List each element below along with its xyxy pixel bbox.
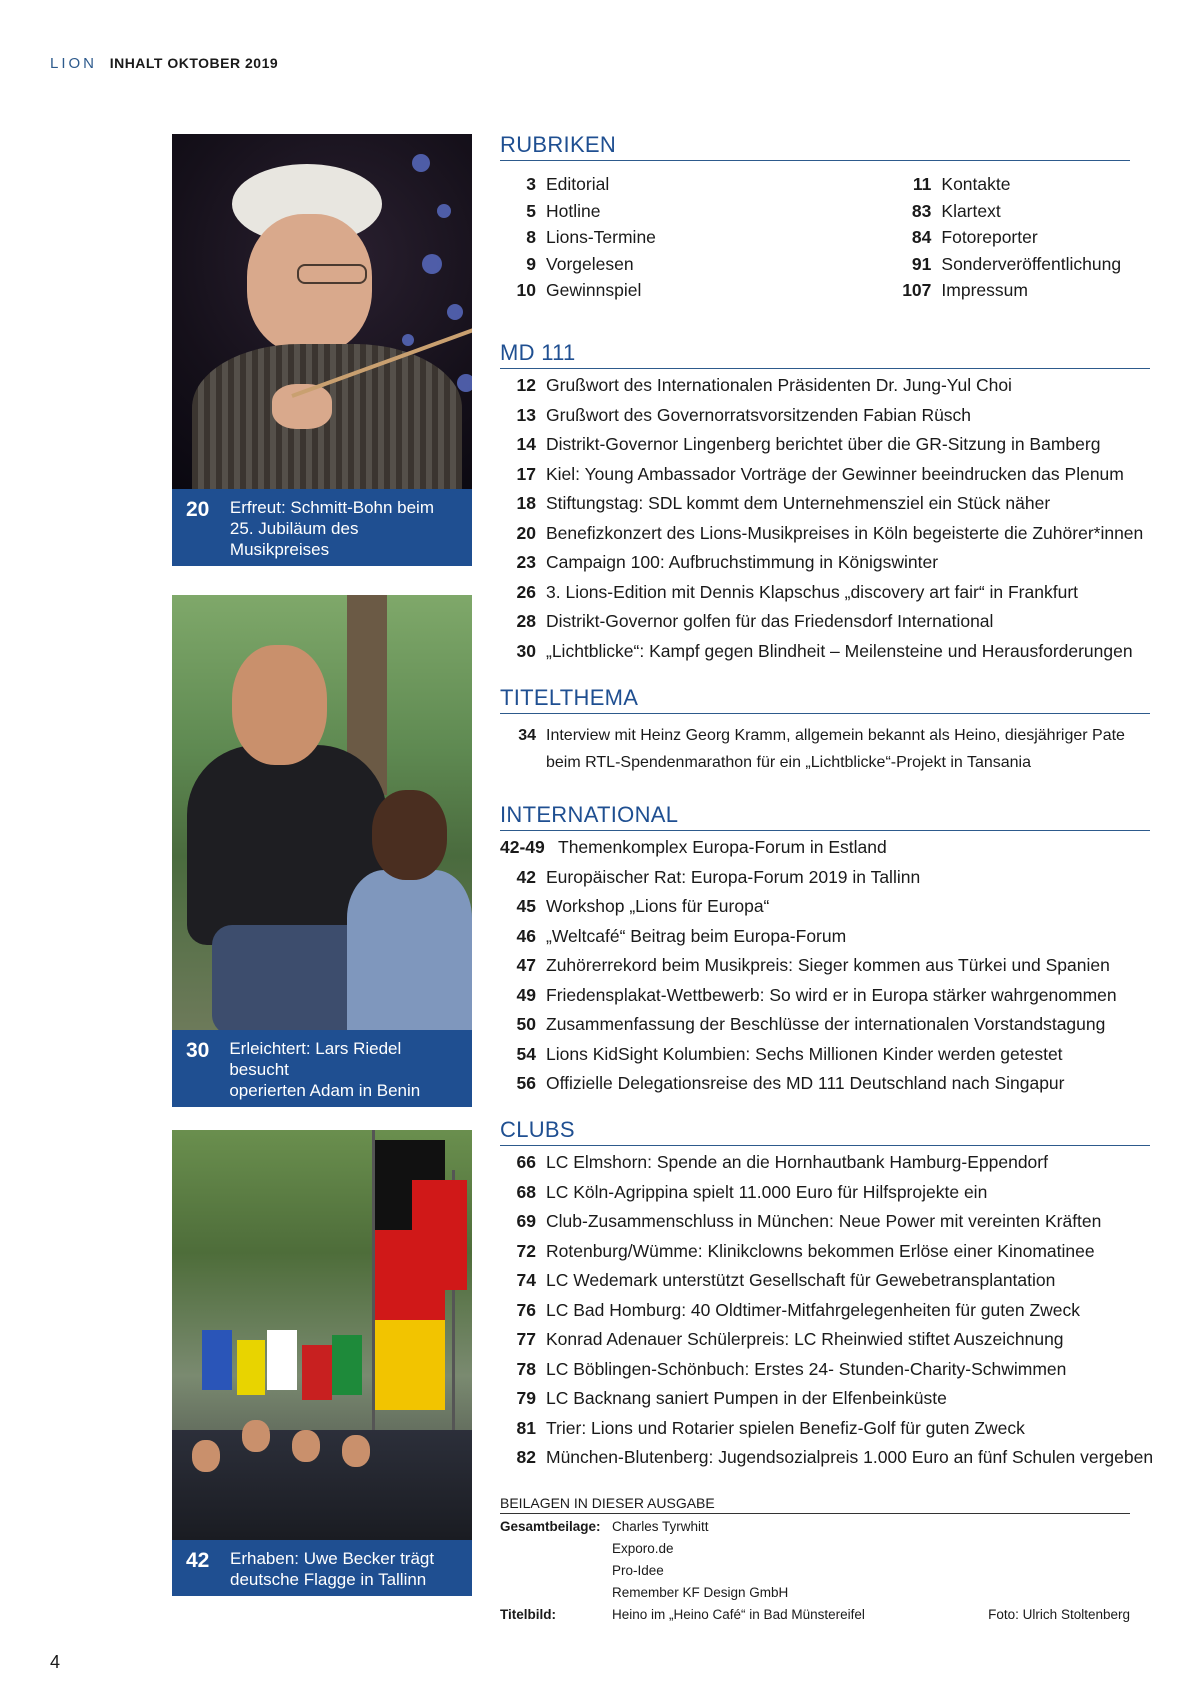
toc-entry[interactable]: 11 Kontakte xyxy=(912,174,1011,194)
flags-parade-photo xyxy=(172,1130,472,1540)
caption-line: Erfreut: Schmitt-Bohn beim xyxy=(229,498,434,517)
caption-page-number: 42 xyxy=(186,1549,210,1572)
section-md111 xyxy=(500,340,1150,666)
inserts-box xyxy=(500,1495,1130,1626)
toc-entry[interactable]: 74 LC Wedemark unterstützt Gesellschaft für Gewebetransplantation xyxy=(516,1270,1056,1290)
caption-page-number: 30 xyxy=(186,1039,210,1062)
toc-entry[interactable]: 34 Interview mit Heinz Georg Kramm, allgemein bekannt als Heino, diesjähriger Pate beim RTL-Spendenmarathon für ein „Lichtblicke“-Projekt in Tansania xyxy=(518,727,1125,771)
toc-entry[interactable]: 49 Friedensplakat-Wettbewerb: So wird er in Europa stärker wahrgenommen xyxy=(516,984,1117,1005)
section-international xyxy=(500,802,1150,1099)
section-title: MD 111 xyxy=(500,340,1150,369)
caption-line: deutsche Flagge in Tallinn xyxy=(230,1570,427,1589)
toc-entry[interactable]: 46 „Weltcafé“ Beitrag beim Europa-Forum xyxy=(516,925,847,946)
toc-entry[interactable]: 45 Workshop „Lions für Europa“ xyxy=(516,896,770,916)
toc-entry[interactable]: 66 LC Elmshorn: Spende an die Hornhautbank Hamburg-Eppendorf xyxy=(516,1152,1048,1172)
toc-entry[interactable]: 18 Stiftungstag: SDL kommt dem Unternehmensziel ein Stück näher xyxy=(516,493,1051,513)
caption-line: Erhaben: Uwe Becker trägt xyxy=(230,1549,435,1568)
toc-entry[interactable]: 91 Sonderveröffentlichung xyxy=(911,253,1122,274)
toc-entry[interactable]: 12 Grußwort des Internationalen Präsidenten Dr. Jung-Yul Choi xyxy=(516,375,1012,395)
toc-entry[interactable]: 68 LC Köln-Agrippina spielt 11.000 Euro für Hilfsprojekte ein xyxy=(516,1181,988,1202)
caption-line: Erleichtert: Lars Riedel besucht xyxy=(229,1039,402,1079)
toc-entry[interactable]: 77 Konrad Adenauer Schülerpreis: LC Rheinwied stiftet Auszeichnung xyxy=(516,1329,1064,1349)
toc-entry[interactable]: 8 Lions-Termine xyxy=(526,227,656,247)
section-title: TITELTHEMA xyxy=(500,685,1150,714)
toc-entry[interactable]: 78 LC Böblingen-Schönbuch: Erstes 24- Stunden-Charity-Schwimmen xyxy=(516,1358,1067,1379)
toc-entry[interactable]: 42-49 Themenkomplex Europa-Forum in Estland xyxy=(500,837,887,857)
titelthema-line: beim RTL-Spendenmarathon für ein „Lichtblicke“-Projekt in Tansania xyxy=(546,754,1031,771)
magazine-brand: LION xyxy=(50,55,98,72)
toc-entry[interactable]: 69 Club-Zusammenschluss in München: Neue Power mit vereinten Kräften xyxy=(516,1211,1102,1231)
toc-entry[interactable]: 3 Editorial xyxy=(526,174,610,194)
toc-entry[interactable]: 54 Lions KidSight Kolumbien: Sechs Millionen Kinder werden getestet xyxy=(516,1043,1063,1064)
international-list xyxy=(500,833,1150,1099)
section-titelthema xyxy=(500,685,1150,776)
riedel-photo xyxy=(172,595,472,1030)
page-title: INHALT OKTOBER 2019 xyxy=(109,55,279,71)
toc-entry[interactable]: 20 Benefizkonzert des Lions-Musikpreises in Köln begeisterte die Zuhörer*innen xyxy=(516,522,1144,543)
photo-credit: Foto: Ulrich Stoltenberg xyxy=(988,1607,1130,1622)
photo-block-conductor xyxy=(172,134,472,566)
section-title: CLUBS xyxy=(500,1117,1150,1146)
toc-entry[interactable]: 79 LC Backnang saniert Pumpen in der Elfenbeinküste xyxy=(516,1388,947,1408)
toc-entry[interactable]: 72 Rotenburg/Wümme: Klinikclowns bekommen Erlöse einer Kinomatinee xyxy=(516,1240,1095,1261)
toc-entry[interactable]: 9 Vorgelesen xyxy=(526,253,634,274)
section-title: RUBRIKEN xyxy=(500,132,1130,161)
photo-caption xyxy=(172,1030,472,1107)
inserts-label: Gesamtbeilage: xyxy=(500,1519,601,1534)
toc-entry[interactable]: 84 Fotoreporter xyxy=(911,227,1038,247)
toc-entry[interactable]: 50 Zusammenfassung der Beschlüsse der internationalen Vorstandstagung xyxy=(516,1014,1106,1034)
photo-block-flags xyxy=(172,1130,472,1596)
toc-entry[interactable]: 5 Hotline xyxy=(526,200,601,221)
toc-entry[interactable]: 83 Klartext xyxy=(911,200,1001,221)
page-number: 4 xyxy=(50,1652,61,1672)
rubriken-right-column xyxy=(897,171,1130,304)
insert-item: Pro-Idee xyxy=(612,1563,664,1578)
toc-entry[interactable]: 81 Trier: Lions und Rotarier spielen Benefiz-Golf für guten Zweck xyxy=(516,1417,1025,1438)
insert-item: Exporo.de xyxy=(612,1541,674,1556)
section-clubs xyxy=(500,1117,1154,1473)
page-header xyxy=(50,55,278,72)
caption-page-number: 20 xyxy=(186,498,210,521)
toc-entry[interactable]: 10 Gewinnspiel xyxy=(516,280,642,300)
toc-entry[interactable]: 30 „Lichtblicke“: Kampf gegen Blindheit – Meilensteine und Herausforderungen xyxy=(516,640,1133,661)
toc-entry[interactable]: 23 Campaign 100: Aufbruchstimmung in Königswinter xyxy=(516,552,939,572)
conductor-photo xyxy=(172,134,472,489)
caption-line: operierten Adam in Benin xyxy=(229,1081,421,1100)
photo-caption xyxy=(172,489,472,566)
insert-item: Remember KF Design GmbH xyxy=(612,1585,789,1600)
toc-entry[interactable]: 17 Kiel: Young Ambassador Vorträge der Gewinner beeindrucken das Plenum xyxy=(516,463,1124,484)
rubriken-left-column xyxy=(500,171,897,304)
inserts-title: BEILAGEN IN DIESER AUSGABE xyxy=(500,1495,1130,1514)
photo-block-riedel xyxy=(172,595,472,1107)
toc-entry[interactable]: 26 3. Lions-Edition mit Dennis Klapschus „discovery art fair“ in Frankfurt xyxy=(516,581,1079,602)
cover-label: Titelbild: xyxy=(500,1607,556,1622)
photo-caption xyxy=(172,1540,472,1596)
toc-entry[interactable]: 28 Distrikt-Governor golfen für das Friedensdorf International xyxy=(516,611,994,631)
toc-entry[interactable]: 42 Europäischer Rat: Europa-Forum 2019 in Tallinn xyxy=(516,866,921,887)
caption-line: 25. Jubiläum des Musikpreises xyxy=(229,519,359,559)
toc-entry[interactable]: 56 Offizielle Delegationsreise des MD 111 Deutschland nach Singapur xyxy=(516,1073,1065,1093)
md111-list xyxy=(500,371,1150,666)
section-title: INTERNATIONAL xyxy=(500,802,1150,831)
toc-entry[interactable]: 107 Impressum xyxy=(902,280,1028,300)
clubs-list xyxy=(500,1148,1154,1473)
toc-entry[interactable]: 82 München-Blutenberg: Jugendsozialpreis 1.000 Euro an fünf Schulen vergeben xyxy=(516,1447,1154,1467)
insert-item: Charles Tyrwhitt xyxy=(612,1519,709,1534)
toc-entry[interactable]: 47 Zuhörerrekord beim Musikpreis: Sieger kommen aus Türkei und Spanien xyxy=(516,955,1110,975)
toc-entry[interactable]: 76 LC Bad Homburg: 40 Oldtimer-Mitfahrgelegenheiten für guten Zweck xyxy=(516,1299,1081,1320)
toc-entry[interactable]: 13 Grußwort des Governorratsvorsitzenden Fabian Rüsch xyxy=(516,404,972,425)
section-rubriken xyxy=(500,132,1130,304)
titelthema-line: Interview mit Heinz Georg Kramm, allgemein bekannt als Heino, diesjähriger Pate xyxy=(546,727,1125,744)
cover-description: Heino im „Heino Café“ in Bad Münstereifel xyxy=(612,1607,865,1622)
toc-entry[interactable]: 14 Distrikt-Governor Lingenberg berichtet über die GR-Sitzung in Bamberg xyxy=(516,434,1101,454)
